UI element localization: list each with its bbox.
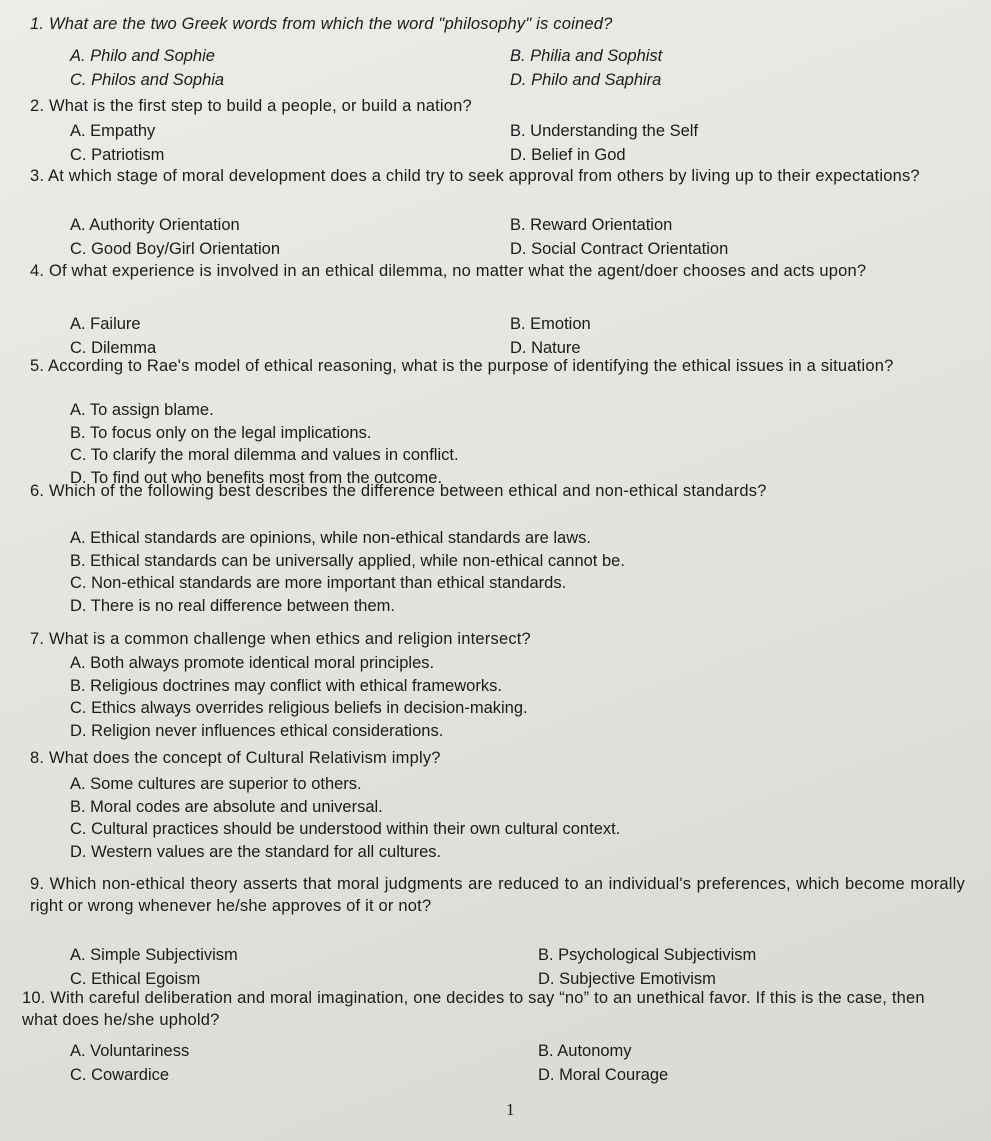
option-a: A. Empathy [70, 122, 156, 140]
option-d: D. Moral Courage [538, 1065, 669, 1084]
option-b: B. Ethical standards can be universally applied, while non-ethical cannot be. [70, 551, 625, 570]
option-d: D. Social Contract Orientation [510, 239, 729, 258]
option-c: C. Cowardice [70, 1065, 170, 1084]
option-d: D. Religion never influences ethical considerations. [70, 721, 444, 740]
question-5-options [70, 399, 930, 489]
question-text: 9. Which non-ethical theory asserts that moral judgments are reduced to an individual's preferences, which become morally right or wrong whenever he/she approves of it or not? [30, 875, 965, 915]
option-b: B. Understanding the Self [510, 122, 699, 140]
question-9 [30, 873, 965, 917]
option-d: D. Subjective Emotivism [538, 969, 716, 988]
option-c: C. Non-ethical standards are more important than ethical standards. [70, 574, 567, 592]
question-9-options [70, 944, 930, 991]
question-text: 3. At which stage of moral development does a child try to seek approval from others by living up to their expectations? [30, 167, 920, 185]
option-d: D. Western values are the standard for all cultures. [70, 842, 442, 861]
question-6-options [70, 527, 930, 617]
question-8-options [70, 773, 930, 863]
option-b: B. Philia and Sophist [510, 47, 663, 65]
question-10-options [70, 1040, 930, 1087]
option-b: B. Autonomy [538, 1042, 632, 1060]
option-c: C. Good Boy/Girl Orientation [70, 239, 281, 258]
option-a: A. Philo and Sophie [70, 47, 215, 65]
option-d: D. There is no real difference between them. [70, 596, 395, 615]
question-text: 2. What is the first step to build a people, or build a nation? [30, 97, 472, 115]
option-c: C. Philos and Sophia [70, 70, 225, 89]
option-a: A. Ethical standards are opinions, while non-ethical standards are laws. [70, 529, 591, 547]
option-c: C. Dilemma [70, 338, 157, 357]
option-b: B. Reward Orientation [510, 216, 673, 234]
option-a: A. Authority Orientation [70, 216, 240, 234]
question-3-options [70, 214, 930, 261]
page-number: 1 [506, 1100, 515, 1119]
question-10 [22, 987, 942, 1031]
question-text: 1. What are the two Greek words from which the word "philosophy" is coined? [30, 15, 613, 33]
question-4 [30, 260, 935, 282]
option-b: B. Psychological Subjectivism [538, 946, 757, 964]
option-b: B. Moral codes are absolute and universal. [70, 797, 383, 816]
option-a: A. Both always promote identical moral principles. [70, 654, 435, 672]
option-c: C. Ethics always overrides religious beliefs in decision-making. [70, 699, 528, 717]
option-a: A. To assign blame. [70, 401, 214, 419]
option-b: B. Emotion [510, 315, 591, 333]
question-text: 4. Of what experience is involved in an ethical dilemma, no matter what the agent/doer chooses and acts upon? [30, 262, 867, 280]
option-c: C. Patriotism [70, 145, 165, 164]
question-3 [30, 165, 935, 187]
question-5 [30, 355, 935, 377]
option-a: A. Failure [70, 315, 141, 333]
question-8 [30, 747, 935, 769]
option-d: D. Belief in God [510, 145, 626, 164]
option-a: A. Some cultures are superior to others. [70, 775, 362, 793]
option-c: C. Ethical Egoism [70, 969, 201, 988]
question-7-options [70, 652, 930, 742]
question-1 [30, 13, 935, 35]
question-1-options [70, 45, 930, 92]
option-b: B. Religious doctrines may conflict with ethical frameworks. [70, 676, 502, 695]
question-text: 6. Which of the following best describes the difference between ethical and non-ethical standards? [30, 482, 767, 500]
option-d: D. Philo and Saphira [510, 70, 662, 89]
option-c: C. To clarify the moral dilemma and values in conflict. [70, 446, 459, 464]
option-b: B. To focus only on the legal implications. [70, 423, 372, 442]
question-2 [30, 95, 935, 117]
question-text: 8. What does the concept of Cultural Relativism imply? [30, 749, 441, 767]
question-text: 7. What is a common challenge when ethics and religion intersect? [30, 630, 531, 648]
question-6 [30, 480, 935, 502]
option-d: D. To find out who benefits most from the outcome. [70, 468, 443, 487]
option-c: C. Cultural practices should be understood within their own cultural context. [70, 820, 621, 838]
option-a: A. Voluntariness [70, 1042, 190, 1060]
question-4-options [70, 313, 930, 360]
question-text: 5. According to Rae's model of ethical reasoning, what is the purpose of identifying the ethical issues in a situation? [30, 357, 894, 375]
option-d: D. Nature [510, 338, 581, 357]
question-2-options [70, 120, 930, 167]
question-7 [30, 628, 935, 650]
option-a: A. Simple Subjectivism [70, 946, 238, 964]
question-text: 10. With careful deliberation and moral imagination, one decides to say “no” to an unethical favor. If this is the case, then what does he/she uphold? [22, 989, 925, 1029]
